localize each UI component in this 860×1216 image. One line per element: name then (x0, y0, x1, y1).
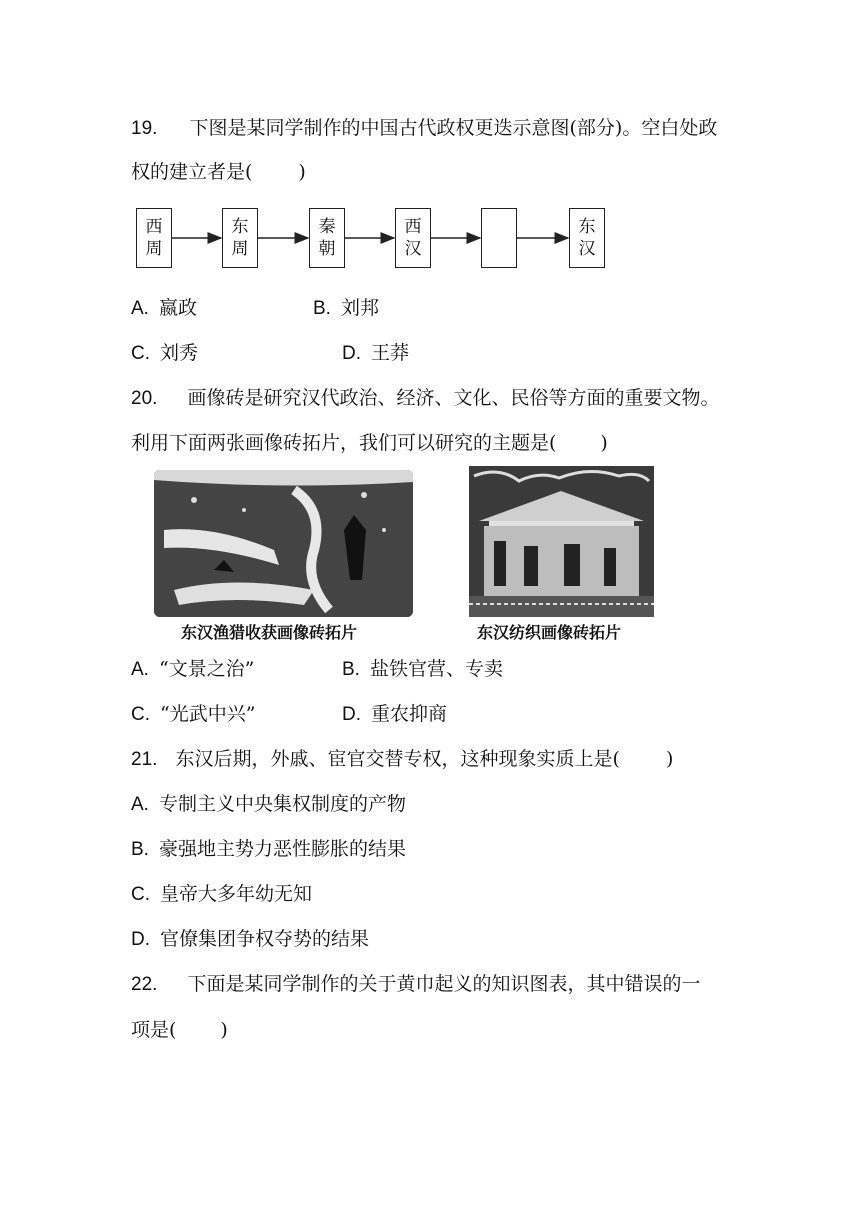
q20-number: 20. (131, 388, 158, 409)
flow-box-3-label: 秦朝 (318, 217, 336, 259)
q20-close-paren: ) (600, 432, 608, 454)
q19-number: 19. (131, 118, 158, 139)
weaving-rubbing-image (469, 466, 654, 617)
q19-option-c[interactable] (131, 341, 198, 366)
flow-box-2-label: 东周 (231, 217, 249, 259)
flow-box-6-label: 东汉 (578, 217, 596, 259)
q21-option-d[interactable] (131, 927, 369, 952)
q20-option-c-text: “光武中兴” (160, 703, 256, 725)
q22-close-paren: ) (220, 1019, 228, 1041)
caption-fishing-hunting: 东汉渔猎收获画像砖拓片 (181, 623, 358, 642)
q19-close-paren: ) (298, 161, 306, 183)
q21-option-c-letter: C. (131, 884, 150, 905)
q20-option-b-letter: B. (342, 659, 360, 680)
q20-option-c[interactable] (131, 702, 255, 727)
q22-stem-text2: 项是( (131, 1019, 177, 1041)
q20-option-b[interactable] (342, 657, 503, 682)
q21-number: 21. (131, 749, 158, 770)
q21-option-d-text: 官僚集团争权夺势的结果 (160, 928, 370, 950)
q21-option-d-letter: D. (131, 929, 150, 950)
q19-option-d[interactable] (342, 341, 409, 366)
flow-arrows (0, 0, 860, 300)
q21-stem-line1 (131, 747, 673, 772)
q19-option-a-text: 嬴政 (158, 297, 197, 319)
q19-option-b[interactable] (313, 296, 379, 321)
q21-close-paren: ) (665, 748, 674, 770)
q19-option-a[interactable] (131, 296, 197, 321)
q21-option-a-text: 专制主义中央集权制度的产物 (158, 793, 406, 815)
q19-option-b-letter: B. (313, 298, 331, 319)
q21-stem-text1: 东汉后期，外戚、宦官交替专权，这种现象实质上是( (175, 748, 620, 770)
q19-option-d-text: 王莽 (371, 342, 410, 364)
q20-stem-line2 (131, 431, 608, 455)
q19-stem-text1: 下图是某同学制作的中国古代政权更迭示意图(部分)。空白处政 (189, 117, 718, 139)
q21-option-b[interactable] (131, 837, 406, 862)
flow-box-1-label: 西周 (145, 217, 163, 259)
q20-stem-line1 (131, 386, 720, 411)
q20-option-d-letter: D. (342, 704, 361, 725)
q21-option-b-text: 豪强地主势力恶性膨胀的结果 (158, 838, 406, 860)
q22-stem-text1: 下面是某同学制作的关于黄巾起义的知识图表，其中错误的一 (187, 973, 701, 995)
flow-box-4-label: 西汉 (404, 217, 422, 259)
q19-stem-text2: 权的建立者是( (131, 161, 253, 183)
q19-option-c-letter: C. (131, 343, 150, 364)
q22-stem-line2 (131, 1018, 228, 1042)
q21-option-a-letter: A. (131, 794, 149, 815)
q19-option-b-text: 刘邦 (340, 297, 379, 319)
q19-option-c-text: 刘秀 (160, 342, 199, 364)
q21-option-b-letter: B. (131, 839, 149, 860)
q20-stem-text1: 画像砖是研究汉代政治、经济、文化、民俗等方面的重要文物。 (187, 387, 720, 409)
q20-option-a-text: “文景之治” (158, 658, 255, 680)
q21-option-c[interactable] (131, 882, 312, 907)
fishing-hunting-rubbing-image (154, 470, 413, 617)
q20-stem-text2: 利用下面两张画像砖拓片，我们可以研究的主题是( (131, 432, 557, 454)
q20-option-b-text: 盐铁官营、专卖 (369, 658, 503, 680)
q21-option-a[interactable] (131, 792, 406, 817)
q22-number: 22. (131, 974, 158, 995)
q20-option-a[interactable] (131, 657, 254, 682)
q20-option-c-letter: C. (131, 704, 150, 725)
q20-option-a-letter: A. (131, 659, 149, 680)
q20-option-d-text: 重农抑商 (371, 703, 448, 725)
caption-weaving: 东汉纺织画像砖拓片 (477, 623, 622, 642)
q22-stem-line1 (131, 972, 701, 997)
q20-option-d[interactable] (342, 702, 447, 727)
q19-option-a-letter: A. (131, 298, 149, 319)
q21-option-c-text: 皇帝大多年幼无知 (160, 883, 313, 905)
q19-option-d-letter: D. (342, 343, 361, 364)
